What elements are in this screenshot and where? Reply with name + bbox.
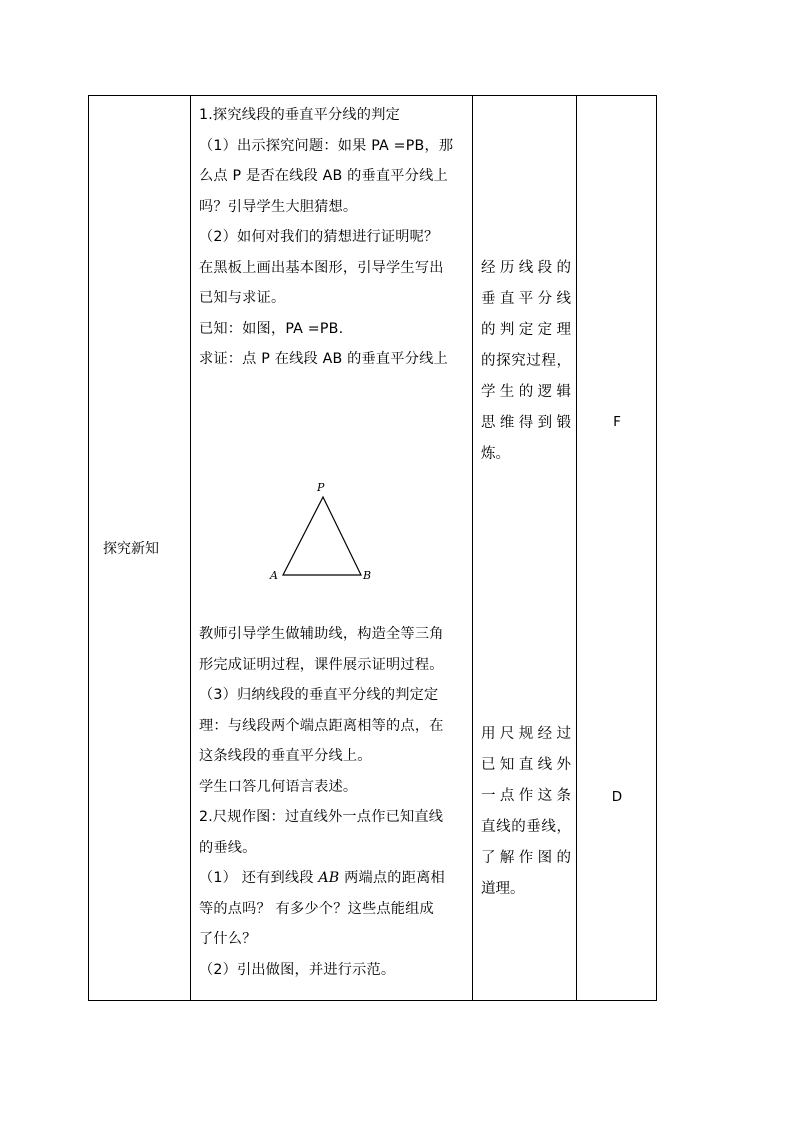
intent-line: 垂直平分线 (481, 291, 571, 307)
intent-line: 用尺规经过 (481, 726, 571, 742)
q1-prefix: （1） 还有到线段 (199, 870, 319, 886)
intent-line: 经历线段的 (481, 260, 571, 276)
triangle-shape (283, 497, 361, 575)
q1-suffix: 两端点的距离相 (339, 870, 445, 886)
content-line: 求证：点 P 在线段 AB 的垂直平分线上 (199, 351, 448, 367)
content-part1 (199, 100, 468, 483)
content-line (199, 863, 468, 894)
intent-line: 思维得到锻 (481, 415, 571, 431)
content-line: 已知与求证。 (199, 290, 286, 306)
vertex-label-p: P (317, 483, 325, 494)
triangle-figure (199, 483, 468, 619)
intent-block-2 (481, 719, 571, 905)
intent-line: 学生的逻辑 (481, 384, 571, 400)
q1-segment-var: AB (318, 870, 340, 886)
triangle-diagram (259, 483, 379, 583)
intent-line: 道理。 (481, 881, 525, 897)
content-line: 这条线段的垂直平分线上。 (199, 748, 372, 764)
intent-block-1 (481, 253, 571, 470)
content-line: 的垂线。 (199, 839, 257, 856)
table-row (89, 96, 657, 1001)
intent-line: 已知直线外 (481, 757, 571, 773)
intent-line: 的探究过程， (481, 353, 571, 369)
intent-line: 了解作图的 (481, 850, 571, 866)
vertex-label-a: A (270, 569, 279, 582)
intent-line: 炼。 (481, 446, 510, 462)
content-line: 2.尺规作图：过直线外一点作已知直线 (199, 809, 444, 825)
content-line: 1.探究线段的垂直平分线的判定 (199, 107, 400, 123)
content-line: 已知：如图，PA =PB. (199, 320, 344, 337)
content-cell (191, 96, 473, 1001)
content-line: （3）归纳线段的垂直平分线的判定定 (199, 687, 439, 703)
intent-line: 直线的垂线， (481, 819, 571, 835)
intent-line: 一点作这条 (481, 788, 571, 804)
content-line: 吗？引导学生大胆猜想。 (199, 198, 358, 215)
vertex-label-b: B (363, 569, 372, 582)
content-line: 在黑板上画出基本图形，引导学生写出 (199, 259, 444, 276)
content-line: （1）出示探究问题：如果 PA =PB，那 (199, 137, 454, 154)
content-line: 形完成证明过程，课件展示证明过程。 (199, 656, 444, 673)
code-label-second: D (611, 789, 623, 805)
code-cell (577, 96, 657, 1001)
intent-line: 的判定定理 (481, 322, 571, 338)
content-line: （2）引出做图，并进行示范。 (199, 961, 396, 978)
content-line: 理：与线段两个端点距离相等的点，在 (199, 717, 444, 734)
content-line: 学生口答几何语言表述。 (199, 778, 358, 795)
stage-cell (89, 96, 191, 1001)
content-line: 么点 P 是否在线段 AB 的垂直平分线上 (199, 168, 448, 184)
lesson-table (88, 95, 657, 1001)
content-line: 了什么？ (199, 931, 257, 947)
content-line: 教师引导学生做辅助线，构造全等三角 (199, 626, 444, 642)
content-part2 (199, 619, 468, 985)
stage-label: 探究新知 (103, 541, 159, 557)
content-line: 等的点吗？ 有多少个？这些点能组成 (199, 900, 434, 917)
intent-cell (473, 96, 577, 1001)
code-label-first: F (613, 414, 621, 430)
content-line: （2）如何对我们的猜想进行证明呢？ (199, 229, 439, 245)
